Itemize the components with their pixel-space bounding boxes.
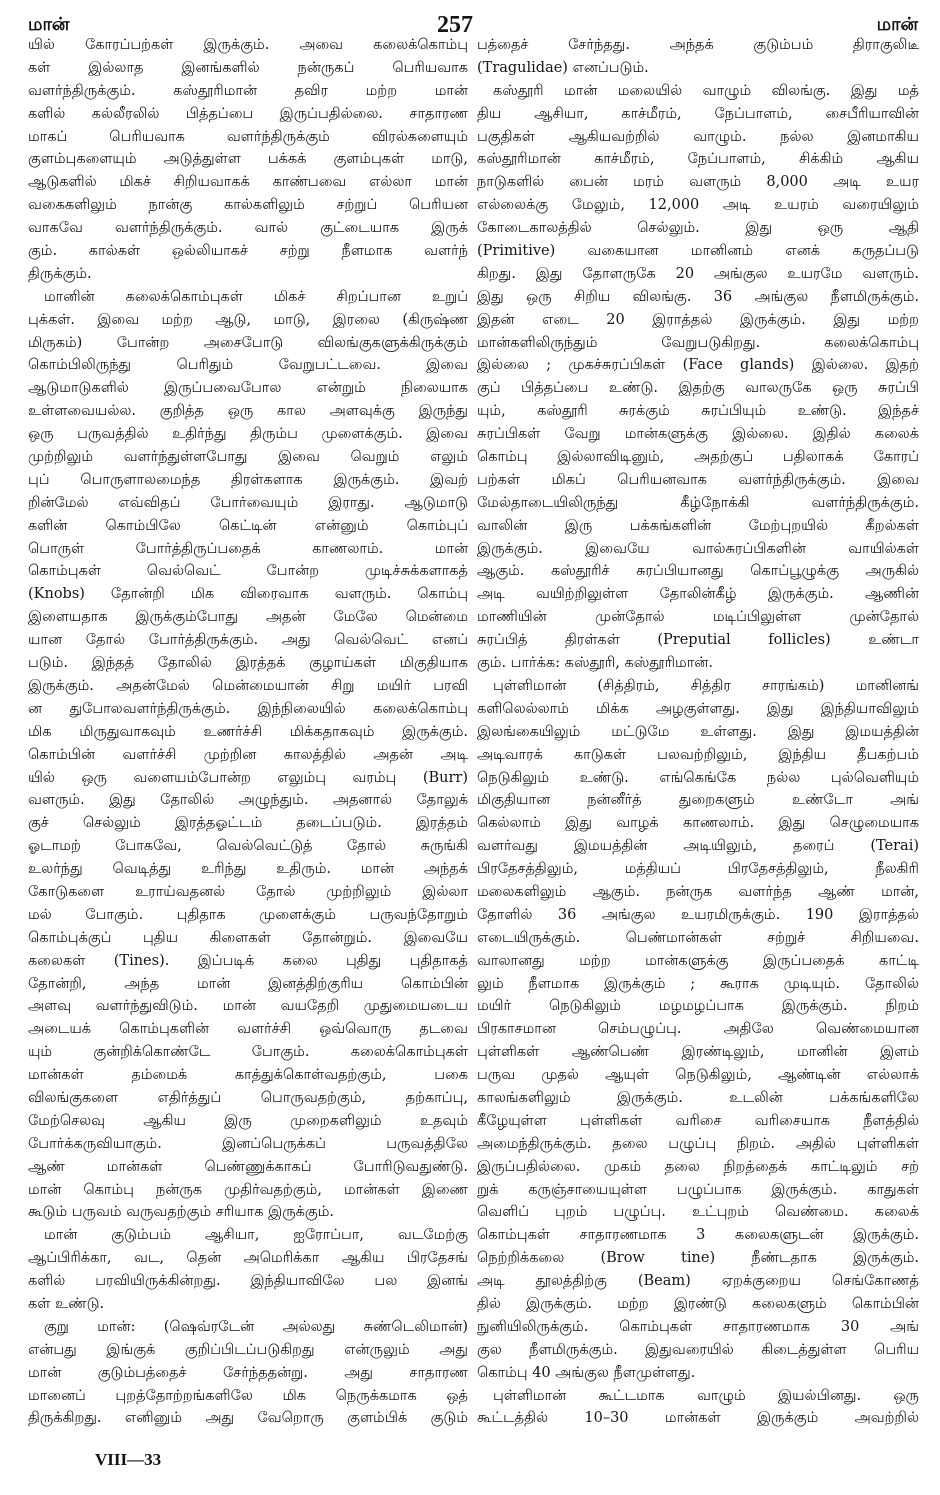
text-line: நுனியிலிருக்கும். கொம்புகள் சாதாரணமாக 30 அங் [477,1318,919,1335]
text-line: பொருள் போர்த்திருப்பதைக் காணலாம். மான் [28,540,468,557]
text-line: ஓடாமற் போகவே, வெல்வெட்டுத் தோல் சுருங்கி [28,838,468,855]
left-text-column [28,34,468,1430]
text-line: மானின் கலைக்கொம்புகள் மிகச் சிறப்பான உறுப் [44,288,468,305]
text-line: கெல்லாம் இது வாழக் காணலாம். இது செழுமையாக [477,815,919,832]
text-line: பத்தைச் சேர்ந்தது. அந்தக் குடும்பம் திராகுலிடீ [477,37,919,53]
text-line: கொம்புகள் வெல்வெட் போன்ற முடிச்சுக்களாகத் [28,563,468,580]
text-line: கள் உண்டு. [28,1295,105,1312]
text-line: போர்க்கருவியாகும். இனப்பெருக்கப் பருவத்திலே [28,1135,468,1152]
text-line: கிறது. இது தோளருகே 20 அங்குல உயரமே வளரும். [477,265,919,282]
text-line: அடி தூலத்திற்கு (Beam) ஏறக்குறைய செங்கோணத் [477,1273,919,1290]
signature-mark: VIII—33 [95,1450,162,1469]
text-line: (Primitive) வகையான மானினம் எனக் கருதப்படு [477,243,919,260]
text-line: ஆடுமாடுகளில் இருப்பவைபோல என்றும் நிலையாக [28,380,468,397]
text-line: மான் குடும்பம் ஆசியா, ஐரோப்பா, வடமேற்கு [44,1227,468,1244]
text-line: அமைந்திருக்கும். தலை பழுப்பு நிறம். அதில் புள்ளிகள் [477,1135,919,1152]
text-line: களில் பரவியிருக்கின்றது. இந்தியாவிலே பல இனங் [28,1273,468,1290]
text-line: கள் இல்லாத இனங்களில் நன்ருகப் பெரியவாக [28,59,468,76]
text-line: வெளிப் புறம் பழுப்பு. உட்புறம் வெண்மை. கலைக் [477,1204,919,1221]
text-line: கஸ்தூரி மான் மலையில் வாழும் விலங்கு. இது மத் [493,82,919,99]
text-line: உலர்ந்து வெடித்து உரிந்து உதிரும். மான் அந்தக் [28,861,468,878]
text-line: குப் பித்தப்பை உண்டு. இதற்கு வாலருகே ஒரு சுரப்பி [477,380,919,397]
text-line: கோடைகாலத்தில் செல்லும். இது ஒரு ஆதி [477,220,919,237]
text-line: கொம்பு இல்லாவிடினும், அதற்குப் பதிலாகக் கோரப் [477,449,919,466]
text-line: குறு மான்: (ஷெவ்ரடேன் அல்லது சுண்டெலிமான்) [44,1318,468,1335]
text-line: அடி வயிற்றிலுள்ள தோலின்கீழ் இருக்கும். ஆணின் [477,586,919,603]
text-line: கொம்பின் வளர்ச்சி முற்றின காலத்தில் அதன் அடி [28,746,468,763]
paragraph [28,1224,468,1316]
text-line: இருப்பதில்லை. முகம் தலை நிறத்தைக் காட்டிலும் சற் [477,1158,919,1175]
text-line: இருக்கும். இவையே வால்சுரப்பிகளின் வாயில்கள் [477,540,919,557]
text-line: பிரதேசத்திலும், மத்தியப் பிரதேசத்திலும், நீலகிரி [477,861,919,878]
text-line: களில் கல்லீரலில் பித்தப்பை இருப்பதில்லை. சாதாரண [28,105,468,122]
text-line: மாணியின் முன்தோல் மடிப்பிலுள்ள முன்தோல் [477,609,919,626]
text-line: கோடுகளை உராய்வதனல் தோல் முற்றிலும் இல்லா [28,883,468,900]
text-line: என்பது இங்குக் குறிப்பிடப்படுகிறது என்ருலும் அது [28,1341,468,1358]
text-line: மிக மிருதுவாகவும் உணர்ச்சி மிக்கதாகவும் இருக்கும். [28,723,468,740]
running-head-right: மான் [876,14,918,35]
text-line: யும் குன்றிக்கொண்டே போகும். கலைக்கொம்புகள் [28,1044,468,1061]
paragraph [477,675,919,1385]
text-line: ஆடுகளில் மிகச் சிறியவாகக் காண்பவை எல்லா மான் [28,174,468,191]
text-line: சுரப்பித் திரள்கள் (Preputial follicles) உண்டா [477,632,919,649]
text-line: இருக்கும். அதன்மேல் மென்மையான் சிறு மயிர் பரவி [28,677,468,694]
paragraph [477,1385,919,1431]
text-line: புக்கள். இவை மற்ற ஆடு, மாடு, இரலை (கிருஷ்ண [28,311,468,328]
text-line: பிரகாசமான செம்பழுப்பு. அதிலே வெண்மையான [477,1021,919,1038]
text-line: றின்மேல் எவ்விதப் போர்வையும் இராது. ஆடுமாடு [28,494,468,511]
text-line: அடிவாரக் காடுகள் பலவற்றிலும், இந்திய தீபகற்பம் [477,746,919,763]
text-line: (Knobs) தோன்றி மிக விரைவாக வளரும். கொம்பு [28,586,468,603]
text-line: மேல்தாடையிலிருந்து கீழ்நோக்கி வளர்ந்திருக்கும். [477,494,919,511]
text-line: குளம்புகளையும் அடுத்துள்ள பக்கக் குளம்புகள் மாடு, [28,151,468,168]
text-line: புள்ளிமான் கூட்டமாக வாழும் இயல்பினது. ஒரு [493,1387,919,1404]
text-line: புப் பொருளாலமைந்த திரள்களாக இருக்கும். இவற் [28,471,468,488]
text-line: வளர்ந்திருக்கும். கஸ்தூரிமான் தவிர மற்ற மான் [28,82,468,99]
text-line: தில் இருக்கும். மற்ற இரண்டு கலைகளும் கொம்பின் [477,1295,919,1312]
text-line: மானைப் புறத்தோற்றங்களிலே மிக நெருக்கமாக ஒத் [28,1387,468,1404]
text-line: பருவ முதல் ஆயுள் நெடுகிலும், ஆண்டின் எல்லாக் [477,1067,919,1084]
text-line: இளையதாக இருக்கும்போது அதன் மேலே மென்மை [28,609,468,626]
text-line: களின் கொம்பிலே கெட்டின் என்னும் கொம்புப் [28,517,468,534]
paragraph [28,1316,468,1430]
text-line: யில் கோரப்பற்கள் இருக்கும். அவை கலைக்கொம்பு [28,37,468,53]
text-line: கலைகள் (Tines). இப்படிக் கலை புதிது புதிதாகத் [28,952,468,969]
text-line: புள்ளிமான் (சித்திரம், சித்திர சாரங்கம்) மானினங் [493,677,919,694]
running-head-left: மான் [28,14,70,35]
text-line: மாகப் பெரியவாக வளர்ந்திருக்கும் விரல்களையும் [28,128,468,145]
text-line: நாடுகளில் பைன் மரம் வளரும் 8,000 அடி உயர [477,174,919,191]
text-line: குல நீளமிருக்கும். இதுவரையில் கிடைத்துள்ள பெரிய [477,1341,919,1358]
page-number: 257 [437,12,473,38]
text-line: மான்கள் தம்மைக் காத்துக்கொள்வதற்கும், பகை [28,1067,468,1084]
text-line: மிருகம்) போன்ற அசைபோடு விலங்குகளுக்கிருக்கும் [28,334,468,351]
text-line: குச் செல்லும் இரத்தஓட்டம் தடைப்படும். இரத்தம் [28,815,468,832]
text-line: வகைகளிலும் நான்கு கால்களிலும் சற்றுப் பெரியன [28,197,468,214]
text-line: கஸ்தூரிமான் காச்மீரம், நேப்பாளம், சிக்கிம் ஆகிய [477,151,919,168]
text-line: கீழேயுள்ள புள்ளிகள் வரிசை வரிசையாக நீளத்தில் [477,1112,919,1129]
paragraph [477,34,919,80]
text-line: ஒரு பருவத்தில் உதிர்ந்து திரும்ப முளைக்கும். இவை [28,426,468,443]
text-line: இலங்கையிலும் மட்டுமே உள்ளது. இது இமயத்தின் [477,723,919,740]
text-line: பகுதிகள் ஆகியவற்றில் வாழும். நல்ல இனமாகிய [477,128,919,145]
text-line: யான தோல் போர்த்திருக்கும். அது வெல்வெட் எனப் [28,632,468,649]
text-line: கொம்புக்குப் புதிய கிளைகள் தோன்றும். இவையே [28,929,468,946]
text-line: மலைகளிலும் ஆகும். நன்ருக வளர்ந்த ஆண் மான், [477,883,919,900]
text-line: வளர்வது இமயத்தின் அடியிலும், தரைப் (Terai) [477,838,919,855]
text-line: மான்களிலிருந்தும் வேறுபடுகிறது. கலைக்கொம்பு [477,334,919,351]
text-line: ஆப்பிரிக்கா, வட, தென் அமெரிக்கா ஆகிய பிரதேசங் [28,1250,468,1267]
text-line: யில் ஒரு வளையம்போன்ற எலும்பு வரம்பு (Burr) [28,769,468,786]
paragraph [477,80,919,675]
text-line: அடையக் கொம்புகளின் வளர்ச்சி ஒவ்வொரு தடவை [28,1021,468,1038]
text-line: திய ஆசியா, காச்மீரம், நேப்பாளம், சைபீரியாவின் [477,105,919,122]
text-line: வாலானது மற்ற மான்களுக்கு இருப்பதைக் காட்டி [477,952,919,969]
text-line: களிலெல்லாம் மிக்க அழகுள்ளது. இது இந்தியாவிலும் [477,700,919,717]
text-line: அளவு வளர்ந்துவிடும். மான் வயதேறி முதுமையடைய [28,998,468,1015]
text-line: கூட்டத்தில் 10–30 மான்கள் இருக்கும் அவற்றில் [477,1410,919,1427]
text-line: விலங்குகளை எதிர்த்துப் பொருவதற்கும், தற்காப்பு, [28,1089,468,1106]
paragraph [28,286,468,1225]
text-line: லும் நீளமாக இருக்கும் ; கூராக முடியும். தோலில் [477,975,919,992]
text-line: கும். கால்கள் ஒல்லியாகச் சற்று நீளமாக வளர்ந் [28,243,468,260]
text-line: மிகுதியான நன்னீர்த் துறைகளும் உண்டோ அங் [477,792,919,809]
text-line: (Tragulidae) எனப்படும். [477,59,649,76]
text-line: ஆண் மான்கள் பெண்ணுக்காகப் போரிடுவதுண்டு. [28,1158,468,1175]
text-line: கும். பார்க்க: கஸ்தூரி, கஸ்தூரிமான். [477,655,713,672]
text-line: எல்லைக்கு மேலும், 12,000 அடி உயரம் வரையிலும் [477,197,919,214]
text-line: நெடுகிலும் உண்டு. எங்கெங்கே நல்ல புல்வெளியும் [477,769,919,786]
text-line: றுக் கருஞ்சாயையுள்ள பழுப்பாக இருக்கும். காதுகள் [477,1181,919,1198]
text-line: யும், கஸ்தூரி சுரக்கும் சுரப்பியும் உண்டு. இந்தச் [477,403,919,420]
paragraph [28,34,468,286]
text-line: நெற்றிக்கலை (Brow tine) நீண்டதாக இருக்கும். [477,1250,919,1267]
text-line: கொம்புகள் சாதாரணமாக 3 கலைகளுடன் இருக்கும். [477,1227,919,1244]
text-line: மான் குடும்பத்தைச் சேர்ந்ததன்று. அது சாதாரண [28,1364,468,1381]
text-line: மான் கொம்பு நன்ருக முதிர்வதற்கும், மான்கள் இணை [28,1181,468,1198]
text-line: படும். இந்தத் தோலில் இரத்தக் குழாய்கள் மிகுதியாக [28,655,468,672]
text-line: எடையிருக்கும். பெண்மான்கள் சற்றுச் சிறியவை. [477,929,919,946]
text-line: மயிர் நெடுகிலும் மழமழப்பாக இருக்கும். நிறம் [477,998,919,1015]
text-line: தோளில் 36 அங்குல உயரமிருக்கும். 190 இராத்தல் [477,906,919,923]
right-text-column [477,34,919,1430]
text-line: வாலின் இரு பக்கங்களின் மேற்புறயில் கீறல்கள் [477,517,919,534]
text-line: கொம்பிலிருந்து பெரிதும் வேறுபட்டவை. இவை [28,357,468,374]
text-line: காலங்களிலும் இருக்கும். உடலின் பக்கங்களிலே [477,1089,919,1106]
text-line: இல்லை ; முகச்சுரப்பிகள் (Face glands) இல்லை. இதற் [477,357,919,374]
text-line: இது ஒரு சிறிய விலங்கு. 36 அங்குல நீளமிருக்கும். [477,288,919,305]
text-line: ன துபோலவளர்ந்திருக்கும். இந்நிலையில் கலைக்கொம்பு [28,700,468,717]
text-line: வளரும். இது தோலில் அழுந்தும். அதனால் தோலுக் [28,792,468,809]
text-line: சுரப்பிகள் வேறு மான்களுக்கு இல்லை. இதில் கலைக் [477,426,919,443]
text-line: புள்ளிகள் ஆண்பெண் இரண்டிலும், மானின் இளம் [477,1044,919,1061]
text-line: மேற்செலவு ஆகிய இரு முறைகளிலும் உதவும் [28,1112,468,1129]
text-line: கொம்பு 40 அங்குல நீளமுள்ளது. [477,1364,696,1381]
text-line: திருக்கும். [28,265,92,282]
text-line: வாகவே வளர்ந்திருக்கும். வால் குட்டையாக இருக் [28,220,468,237]
text-line: இதன் எடை 20 இராத்தல் இருக்கும். இது மற்ற [477,311,919,328]
text-line: கூடும் பருவம் வருவதற்கும் சரியாக இருக்கும். [28,1204,334,1221]
text-line: மல் போகும். புதிதாக முளைக்கும் பருவந்தோறும் [28,906,468,923]
text-line: முற்றிலும் வளர்ந்துள்ளபோது இவை வெறும் எலும் [28,449,468,466]
text-line: பற்கள் மிகப் பெரியனவாக வளர்ந்திருக்கும். இவை [477,471,919,488]
text-line: ஆகும். கஸ்தூரிச் சுரப்பியானது கொப்பூழுக்கு அருகில் [477,563,919,580]
text-line: திருக்கிறது. எனினும் அது வேறொரு குளம்பிக் குடும் [28,1410,468,1427]
text-line: தோன்றி, அந்த மான் இனத்திற்குரிய கொம்பின் [28,975,468,992]
text-line: உள்ளவையல்ல. குறித்த ஒரு கால அளவுக்கு இருந்து [28,403,468,420]
